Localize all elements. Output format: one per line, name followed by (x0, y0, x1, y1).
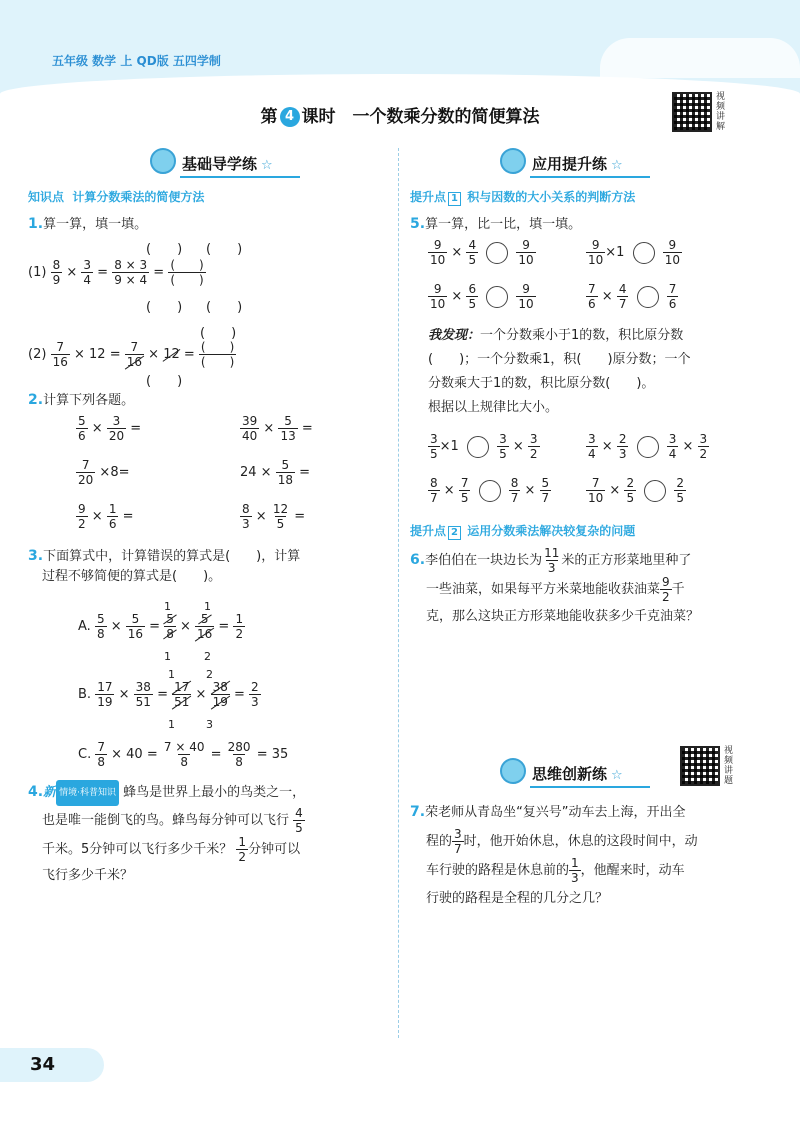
compare-circle[interactable] (644, 480, 666, 502)
question-3 (28, 546, 388, 587)
column-divider (398, 148, 399, 1038)
section-underline (180, 176, 300, 178)
question-number: 4. (28, 784, 44, 800)
q2-item-c: $\frac{7}{20}$ ×8= (78, 458, 130, 487)
q5-compare-6: $\frac{3}{4}$ × $\frac{2}{3}$ $\frac{3}{4}$ × $\frac{3}{2}$ (588, 432, 708, 461)
qr-label: 视频讲题 (724, 746, 734, 786)
new-icon: 新 (43, 785, 57, 800)
qr-code-icon[interactable] (672, 92, 712, 132)
q2-item-d: 24 × $\frac{5}{18}$ = (240, 458, 311, 487)
compare-circle[interactable] (486, 242, 508, 264)
integer: 12 (89, 347, 106, 362)
question-7: 7.荣老师从青岛坐“复兴号”动车去上海，开出全 程的 $\frac{3}{7}$ 时，他开始休息，休息的这段时间中，动 车行驶的路程是休息前的 $\frac{1}{3}$ ，他醒来时，动车 行驶的路程是全程的几分之几？ (410, 804, 698, 906)
q5-compare-1: $\frac{9}{10}$ × $\frac{4}{5}$ $\frac{9}{10}$ (430, 238, 534, 267)
question-number: 5. (410, 216, 426, 232)
fraction-expression: $\frac{8 \times 3}{9 \times 4}$ (114, 258, 148, 287)
section-applied-header (500, 148, 650, 174)
section-basic-title: 基础导学练 (182, 155, 258, 173)
q5-compare-7: $\frac{8}{7}$ × $\frac{7}{5}$ $\frac{8}{7}$ × $\frac{5}{7}$ (430, 476, 550, 505)
star-icon: ☆ (261, 158, 273, 173)
section-creative-title: 思维创新练 (532, 765, 608, 783)
fraction: $\frac{7}{16}$ (52, 340, 68, 369)
blank-paren[interactable]: ( ) (206, 300, 243, 315)
question-text: 过程不够简便的算式是( )。 (42, 569, 222, 584)
compare-circle[interactable] (467, 436, 489, 458)
star-icon: ☆ (611, 158, 623, 173)
compare-circle[interactable] (486, 286, 508, 308)
blank-paren[interactable]: ( ) (146, 300, 183, 315)
q5-compare-2: $\frac{9}{10}$ ×1 $\frac{9}{10}$ (588, 238, 681, 267)
compare-circle[interactable] (633, 242, 655, 264)
blank-paren[interactable]: ( ) (200, 326, 237, 341)
q3-option-c[interactable]: C. $\frac{7}{8}$ × 40 = $\frac{7 \times 40}{8}$ = $\frac{280}{8}$ = 35 (78, 740, 289, 769)
cloud-decoration (600, 38, 800, 78)
blank-paren[interactable]: ( ) (146, 374, 183, 389)
section-applied-title: 应用提升练 (532, 155, 608, 173)
blank-paren[interactable]: ( ) (206, 242, 243, 257)
qr-code-icon[interactable] (680, 746, 720, 786)
fraction: $\frac{8}{9}$ (52, 258, 61, 287)
q5-findings: 我发现：一个分数乘小于1的数，积比原分数 ( )；一个分数乘1，积( )原分数；一个 分数乘大于1的数，积比原分数( )。 根据以上规律比大小。 (428, 328, 691, 415)
qr-label: 视频讲解 (716, 92, 726, 132)
fraction: $\frac{7}{16}$ (126, 340, 143, 369)
question-number: 2. (28, 392, 44, 408)
q2-item-e: $\frac{9}{2}$ × $\frac{1}{6}$ = (78, 502, 134, 531)
star-icon: ☆ (611, 768, 623, 783)
question-text: 下面算式中，计算错误的算式是( )，计算 (43, 549, 301, 564)
compare-circle[interactable] (479, 480, 501, 502)
question-1 (28, 214, 147, 235)
compare-circle[interactable] (637, 286, 659, 308)
q3-option-a[interactable]: 1 1 A. $\frac{5}{8}$ × $\frac{5}{16}$ = $\frac{5}{8}$ × $\frac{5}{16}$ = $\frac{1}{2}$ 1 2 (78, 600, 244, 663)
q5-compare-5: $\frac{3}{5}$ ×1 $\frac{3}{5}$ × $\frac{3}{2}$ (430, 432, 538, 461)
q5-compare-3: $\frac{9}{10}$ × $\frac{6}{5}$ $\frac{9}{10}$ (430, 282, 534, 311)
context-tag: 情境·科普知识 (56, 780, 119, 806)
kp-label: 知识点 (28, 190, 65, 204)
q2-item-f: $\frac{8}{3}$ × $\frac{12}{5}$ = (242, 502, 306, 531)
section-creative-header (500, 758, 650, 784)
question-number: 3. (28, 548, 44, 564)
section-underline (530, 176, 650, 178)
q2-item-b: $\frac{39}{40}$ × $\frac{5}{13}$ = (242, 414, 313, 443)
series-text: 五年级 数学 上 QD版 五四学制 (52, 54, 221, 68)
mascot-icon (500, 148, 526, 174)
section-basic-header (150, 148, 300, 174)
mascot-icon (150, 148, 176, 174)
q5-compare-4: $\frac{7}{6}$ × $\frac{4}{7}$ $\frac{7}{6}$ (588, 282, 677, 311)
q2-item-a: $\frac{5}{6}$ × $\frac{3}{20}$ = (78, 414, 142, 443)
mascot-icon (500, 758, 526, 784)
integer-cancelled: 12 (163, 347, 180, 362)
part-label: (1) (28, 265, 47, 280)
lesson-number: 4 (280, 107, 300, 127)
improve-point-1: 提升点 1 积与因数的大小关系的判断方法 (410, 190, 636, 204)
question-number: 1. (28, 216, 44, 232)
improve-point-2: 提升点 2 运用分数乘法解决较复杂的问题 (410, 524, 636, 538)
question-2 (28, 390, 134, 411)
question-number: 7. (410, 804, 426, 820)
title-prefix: 第 (260, 107, 278, 127)
kp-text: 计算分数乘法的简便方法 (72, 190, 205, 204)
answer-fraction[interactable]: $\frac{( )}{( )}$ (200, 340, 235, 369)
question-5: 5.算一算，比一比，填一填。 (410, 216, 582, 232)
series-label (52, 52, 221, 69)
part-label: (2) (28, 347, 47, 362)
fraction: $\frac{3}{4}$ (83, 258, 92, 287)
question-4: 4.新 情境·科普知识 蜂鸟是世界上最小的鸟类之一， 也是唯一能倒飞的鸟。蜂鸟每分钟可以飞行 $\frac{4}{5}$ 千米。5分钟可以飞行多少千米？ $\frac{1}{2}$ 分钟可以 飞行多少千米？ (28, 780, 393, 888)
q3-option-b[interactable]: 1 2 B. $\frac{17}{19}$ × $\frac{38}{51}$ = $\frac{17}{51}$ × $\frac{38}{19}$ = $\frac{2}{3}$ 1 3 (78, 668, 259, 731)
page-number: 34 (30, 1054, 56, 1075)
q5-compare-8: $\frac{7}{10}$ × $\frac{2}{5}$ $\frac{2}{5}$ (588, 476, 685, 505)
question-text: 计算下列各题。 (43, 393, 135, 408)
question-6: 6.李伯伯在一块边长为 $\frac{11}{3}$ 米的正方形菜地里种了 一些油菜，如果每平方米菜地能收获油菜 $\frac{9}{2}$ 千 克，那么这块正方形菜地能收获多少千克油菜？ (410, 546, 700, 624)
answer-fraction[interactable]: $\frac{( )}{( )}$ (170, 258, 204, 287)
question-text: 算一算，填一填。 (43, 217, 148, 232)
title-text: 课时 一个数乘分数的简便算法 (301, 107, 540, 127)
blank-paren[interactable]: ( ) (146, 242, 183, 257)
question-number: 6. (410, 552, 426, 568)
knowledge-point (28, 188, 204, 205)
compare-circle[interactable] (637, 436, 659, 458)
section-underline (530, 786, 650, 788)
